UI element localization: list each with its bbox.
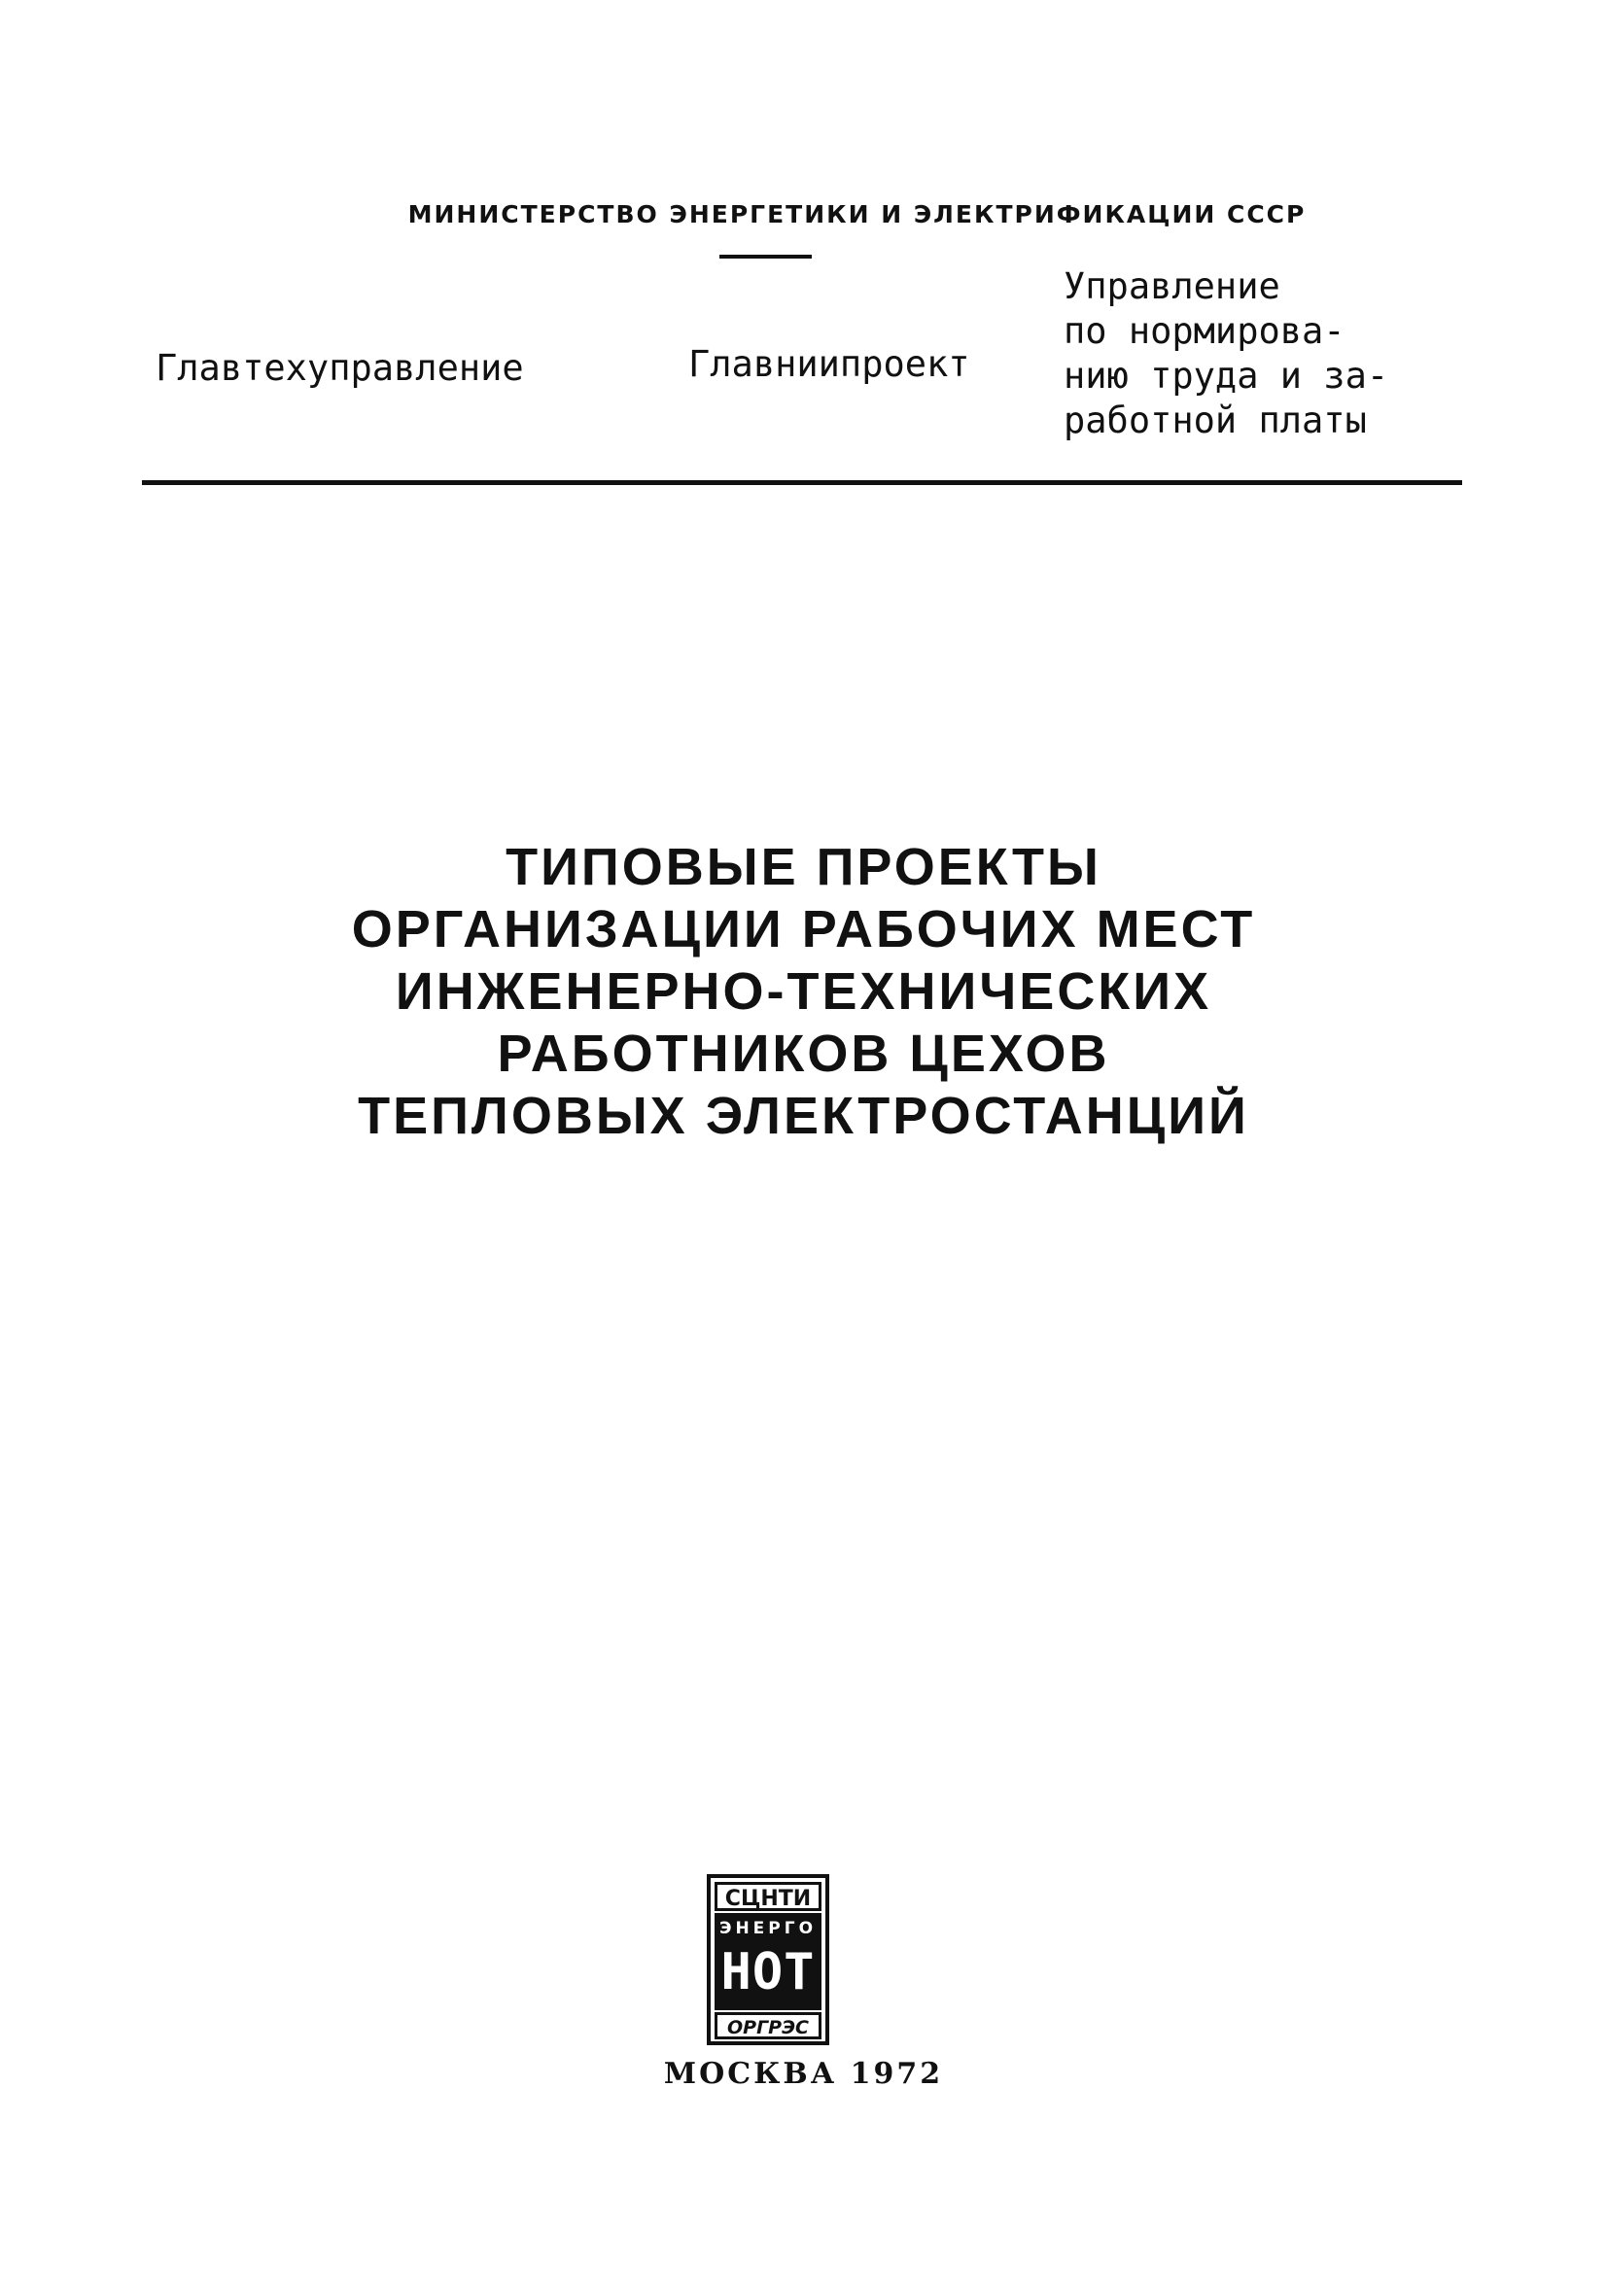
logo-middle-small-text: ЭНЕРГО [718, 1919, 818, 1938]
logo-top-text: СЦНТИ [715, 1882, 821, 1911]
title-line: ТЕПЛОВЫХ ЭЛЕКТРОСТАНЦИЙ [358, 1087, 1249, 1145]
title-line: ИНЖЕНЕРНО-ТЕХНИЧЕСКИХ [395, 962, 1212, 1021]
title-line: РАБОТНИКОВ ЦЕХОВ [497, 1025, 1110, 1083]
org-right-line: нию труда и за- [1064, 355, 1389, 397]
org-right-line: по нормирова- [1064, 310, 1345, 352]
ministry-divider [719, 255, 812, 259]
logo-middle-block [715, 1913, 821, 2010]
org-glavniiproekt: Главниипроект [688, 343, 970, 385]
document-title [0, 836, 1607, 1147]
title-line: ТИПОВЫЕ ПРОЕКТЫ [506, 838, 1101, 896]
org-glavtekhupravlenie: Главтехуправление [156, 347, 524, 389]
publication-imprint: МОСКВА 1972 [663, 2057, 944, 2091]
publisher-logo [707, 1874, 829, 2045]
ministry-heading: МИНИСТЕРСТВО ЭНЕРГЕТИКИ И ЭЛЕКТРИФИКАЦИИ СССР [407, 200, 1307, 228]
org-right-line: Управление [1064, 265, 1280, 307]
title-line: ОРГАНИЗАЦИИ РАБОЧИХ МЕСТ [351, 900, 1256, 958]
logo-bottom-text: ОРГРЭС [715, 2012, 821, 2039]
header-divider [142, 480, 1462, 485]
org-right-line: работной платы [1064, 400, 1367, 441]
org-labor-standards-department [1064, 264, 1388, 443]
logo-middle-big-text: НОТ [720, 1943, 816, 2001]
